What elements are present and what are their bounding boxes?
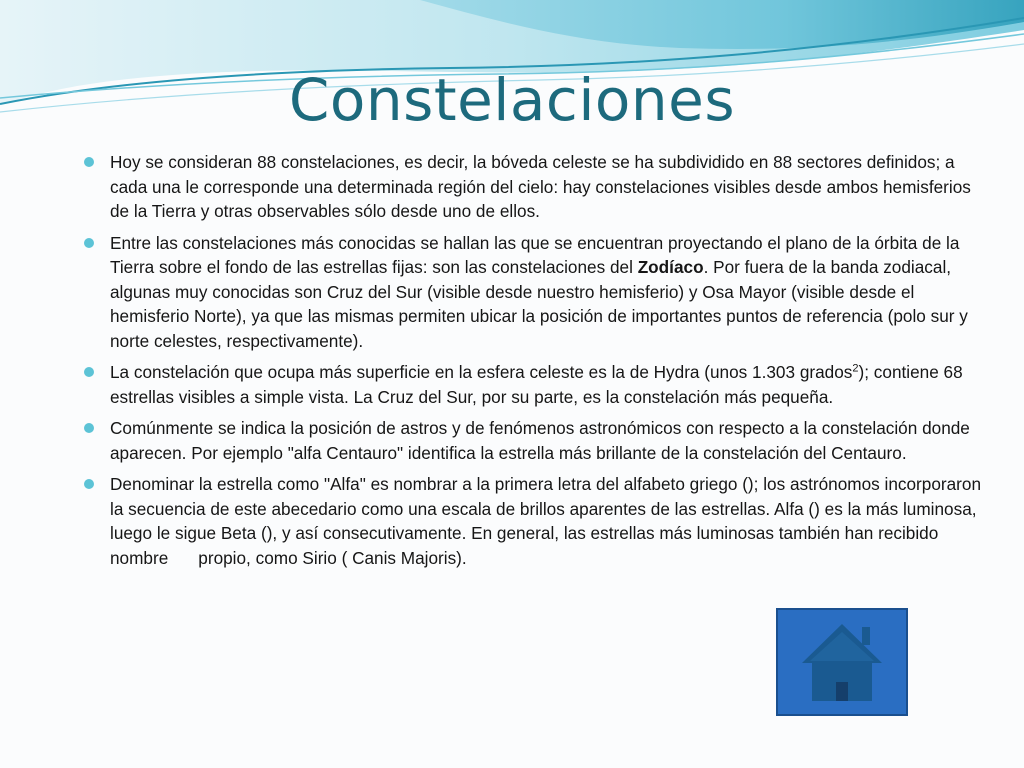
bullet-item (84, 360, 984, 409)
bullet-text: Entre las constelaciones más conocidas se hallan las que se encuentran proyectando el plano de la órbita de la Tierra sobre el fondo de las estrellas fijas: son las constelaciones del (110, 232, 960, 277)
bullet-dot (84, 479, 94, 489)
bold-term: Zodíaco (637, 257, 704, 277)
superscript: 2 (852, 362, 859, 375)
bullet-list (84, 150, 984, 577)
bullet-item (84, 416, 984, 465)
bullet-text: Hoy se consideran 88 constelaciones, es decir, la bóveda celeste se ha subdividido en 88 sectores definidos; a cada una le corresponde una determinada región del cielo: hay constelaciones visibles desde ambos hemisferios de la Tierra y otras observables sólo desde uno de ellos. (110, 152, 971, 221)
home-icon (778, 610, 906, 714)
bullet-text: La constelación que ocupa más superficie en la esfera celeste es la de Hydra (unos 1.303 grados (110, 362, 853, 382)
bullet-item (84, 150, 984, 224)
home-button[interactable] (776, 608, 908, 716)
bullet-dot (84, 423, 94, 433)
bullet-text: ); contiene 68 estrellas visibles a simple vista. La Cruz del Sur, por su parte, es la constelación más pequeña. (110, 362, 963, 407)
bullet-text: propio, como Sirio ( Canis Majoris). (198, 547, 467, 568)
bullet-item (84, 231, 984, 354)
bullet-text: . Por fuera de la banda zodiacal, algunas muy conocidas son Cruz del Sur (visible desde nuestro hemisferio) y Osa Mayor (visible desde el hemisferio Norte), ya que las mismas permiten ubicar la posición de importantes puntos de referencia (polo sur y norte celestes, respectivamente). (110, 257, 968, 351)
bullet-text: Denominar la estrella como "Alfa" es nombrar a la primera letra del alfabeto griego (); los astrónomos incorporaron la secuencia de este abecedario como una escala de brillos aparentes de las estrellas. Alfa () es la más luminosa, luego le sigue Beta (), y así consecutivamente. En general, las estrellas más luminosas también han recibido nombre (110, 474, 982, 568)
bullet-dot (84, 367, 94, 377)
bullet-item (84, 472, 984, 570)
slide-title: Constelaciones (288, 66, 736, 134)
bullet-dot (84, 238, 94, 248)
bullet-dot (84, 157, 94, 167)
bullet-text: Comúnmente se indica la posición de astros y de fenómenos astronómicos con respecto a la constelación donde aparecen. Por ejemplo "alfa Centauro" identifica la estrella más brillante de la constelación del Centauro. (110, 418, 970, 463)
